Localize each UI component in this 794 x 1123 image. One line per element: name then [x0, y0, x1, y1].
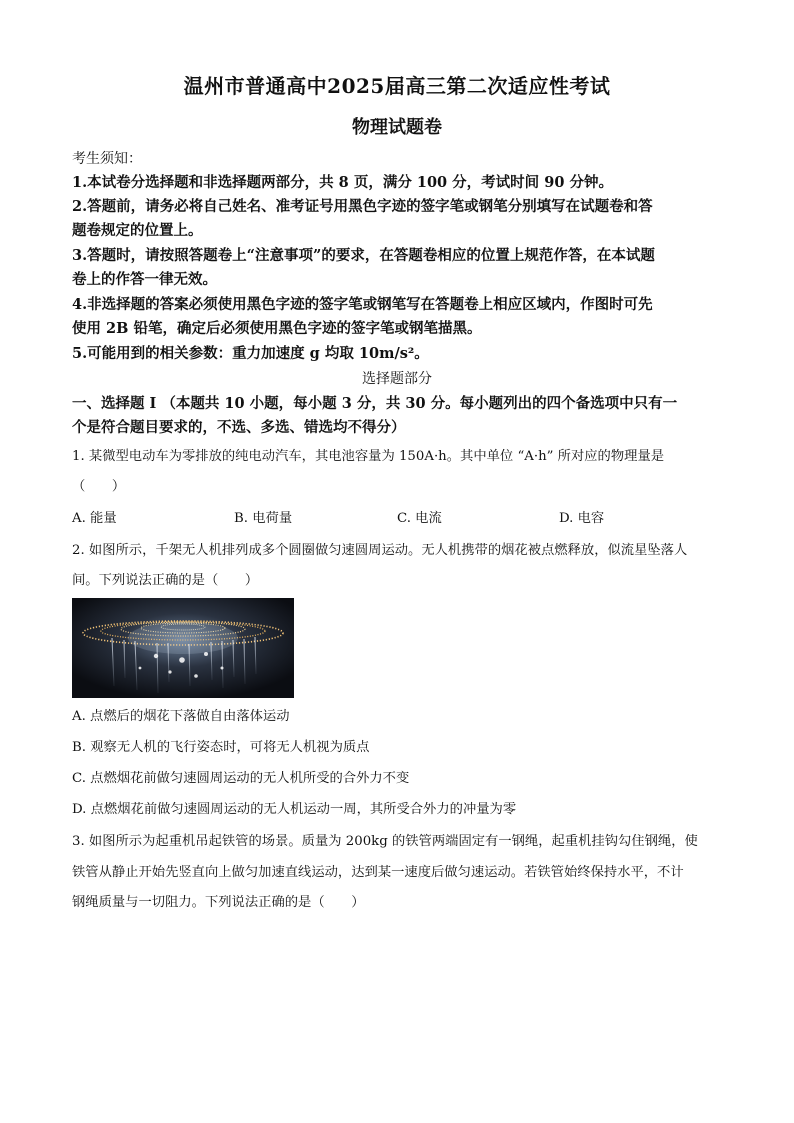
q1-option-a: A. 能量: [72, 511, 117, 526]
q2-stem-line: 间。下列说法正确的是（ ）: [72, 573, 259, 588]
notice-line: 卷上的作答一律无效。: [72, 271, 217, 288]
notice-line: 5.可能用到的相关参数：重力加速度 g 均取 10m/s²。: [72, 345, 429, 362]
exam-subtitle: 物理试题卷: [352, 117, 442, 138]
notice-heading: 考生须知：: [72, 151, 142, 167]
q2-option-a: A. 点燃后的烟花下落做自由落体运动: [72, 709, 290, 724]
q1-option-d: D. 电容: [559, 511, 605, 526]
q2-option-c: C. 点燃烟花前做匀速圆周运动的无人机所受的合外力不变: [72, 771, 410, 786]
q1-option-b: B. 电荷量: [234, 511, 293, 526]
q3-stem-line: 铁管从静止开始先竖直向上做匀加速直线运动，达到某一速度后做匀速运动。若铁管始终保持水平，不计: [72, 865, 684, 880]
q1-stem-line: （ ）: [72, 479, 126, 494]
notice-line: 1.本试卷分选择题和非选择题两部分，共 8 页，满分 100 分，考试时间 90 分钟。: [72, 174, 613, 191]
q1-option-c: C. 电流: [397, 511, 442, 526]
q3-stem-line: 钢绳质量与一切阻力。下列说法正确的是（ ）: [72, 895, 365, 910]
notice-line: 使用 2B 铅笔，确定后必须使用黑色字迹的签字笔或钢笔描黑。: [72, 320, 482, 337]
section-heading-line: 个是符合题目要求的，不选、多选、错选均不得分）: [72, 419, 406, 436]
notice-line: 3.答题时，请按照答题卷上“注意事项”的要求，在答题卷相应的位置上规范作答，在本试题: [72, 247, 655, 264]
q2-option-d: D. 点燃烟花前做匀速圆周运动的无人机运动一周，其所受合外力的冲量为零: [72, 802, 517, 817]
notice-line: 4.非选择题的答案必须使用黑色字迹的签字笔或钢笔写在答题卷上相应区域内，作图时可先: [72, 296, 653, 313]
section-title: 选择题部分: [362, 371, 432, 387]
q2-stem-line: 2. 如图所示，千架无人机排列成多个圆圈做匀速圆周运动。无人机携带的烟花被点燃释放，似流星坠落人: [72, 543, 688, 558]
q3-stem-line: 3. 如图所示为起重机吊起铁管的场景。质量为 200kg 的铁管两端固定有一钢绳，起重机挂钩勾住钢绳，使: [72, 834, 698, 849]
drone-fireworks-photo: [72, 598, 294, 698]
q2-option-b: B. 观察无人机的飞行姿态时，可将无人机视为质点: [72, 740, 370, 755]
notice-line: 2.答题前，请务必将自己姓名、准考证号用黑色字迹的签字笔或钢笔分别填写在试题卷和答: [72, 198, 653, 215]
exam-title: 温州市普通高中2025届高三第二次适应性考试: [183, 74, 611, 98]
section-heading-line: 一、选择题 I （本题共 10 小题，每小题 3 分，共 30 分。每小题列出的四个备选项中只有一: [72, 395, 678, 412]
q1-stem-line: 1. 某微型电动车为零排放的纯电动汽车，其电池容量为 150A·h。其中单位 “A·h” 所对应的物理量是: [72, 449, 665, 464]
notice-line: 题卷规定的位置上。: [72, 222, 203, 239]
